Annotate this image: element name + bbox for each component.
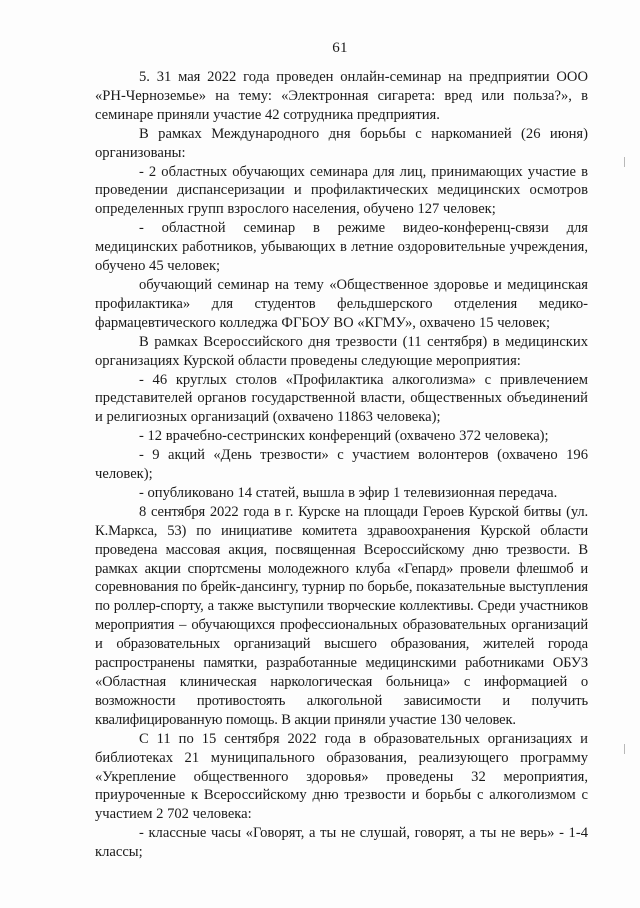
list-item-conferences: - 12 врачебно-сестринских конференций (охвачено 372 человека); (139, 428, 549, 445)
scan-margin-mark (624, 744, 628, 754)
document-body (95, 68, 588, 862)
list-item-publications: - опубликовано 14 статей, вышла в эфир 1 телевизионная передача. (139, 484, 558, 501)
list-item-round-tables: - 46 круглых столов «Профилактика алкоголизма» с привлечением представителей органов государственной власти, общественных объединений и религиозных организаций (охвачено 11863 человека); (95, 371, 588, 426)
paragraph-educational-events: С 11 по 15 сентября 2022 года в образовательных организациях и библиотеках 21 муниципального образования, реализующего программу «Укрепление общественного здоровья» проведены 32 мероприятия, приуроченные к Всероссийскому дню трезвости и борьбы с алкоголизмом с участием 2 702 человека: (95, 730, 588, 823)
page-number: 61 (332, 40, 348, 56)
scan-margin-mark (624, 157, 628, 167)
list-item-sobriety-actions: - 9 акций «День трезвости» с участием волонтеров (охвачено 196 человек); (95, 447, 588, 483)
paragraph-kursk-mass-action: 8 сентября 2022 года в г. Курске на площади Героев Курской битвы (ул. К.Маркса, 53) по инициативе комитета здравоохранения Курской области проведена массовая акция, посвященная Всероссийскому дню трезвости. В рамках акции спортсмены молодежного клуба «Гепард» провели флешмоб и соревнования по брейк-дансингу, турнир по борьбе, показательные выступления по роллер-спорту, а также выступили творческие коллективы. Среди участников мероприятия – обучающихся профессиональных образовательных организаций и образовательных организаций высшего образования, жителей города распространены памятки, разработанные медицинскими работниками ОБУЗ «Областная клиническая наркологическая больница» с информацией о возможности противостоять алкогольной зависимости и получить квалифицированную помощь. В акции приняли участие 130 человек. (95, 503, 588, 728)
list-item-public-health-seminar: обучающий семинар на тему «Общественное здоровье и медицинская профилактика» для студентов фельдшерского отделения медико-фармацевтического колледжа ФГБОУ ВО «КГМУ», охвачено 15 человек; (95, 276, 588, 331)
list-item-video-conference-seminar: - областной семинар в режиме видео-конференц-связи для медицинских работников, убывающих в летние оздоровительные учреждения, обучено 45 человек; (95, 220, 588, 275)
paragraph-online-seminar: 5. 31 мая 2022 года проведен онлайн-семинар на предприятии ООО «РН-Черноземье» на тему: «Электронная сигарета: вред или польза?», в семинаре приняли участие 42 сотрудника предприятия. (95, 69, 588, 123)
paragraph-anti-drug-day-intro: В рамках Международного дня борьбы с наркоманией (26 июня) организованы: (95, 125, 588, 161)
list-item-class-hours: - классные часы «Говорят, а ты не слушай, говорят, а ты не верь» - 1-4 классы; (95, 825, 588, 861)
paragraph-sobriety-day-intro: В рамках Всероссийского дня трезвости (11 сентября) в медицинских организациях Курской области проведены следующие мероприятия: (95, 333, 588, 369)
list-item-regional-seminars: - 2 областных обучающих семинара для лиц, принимающих участие в проведении диспансеризации и профилактических медицинских осмотров определенных групп взрослого населения, обучено 127 человек; (95, 163, 588, 218)
